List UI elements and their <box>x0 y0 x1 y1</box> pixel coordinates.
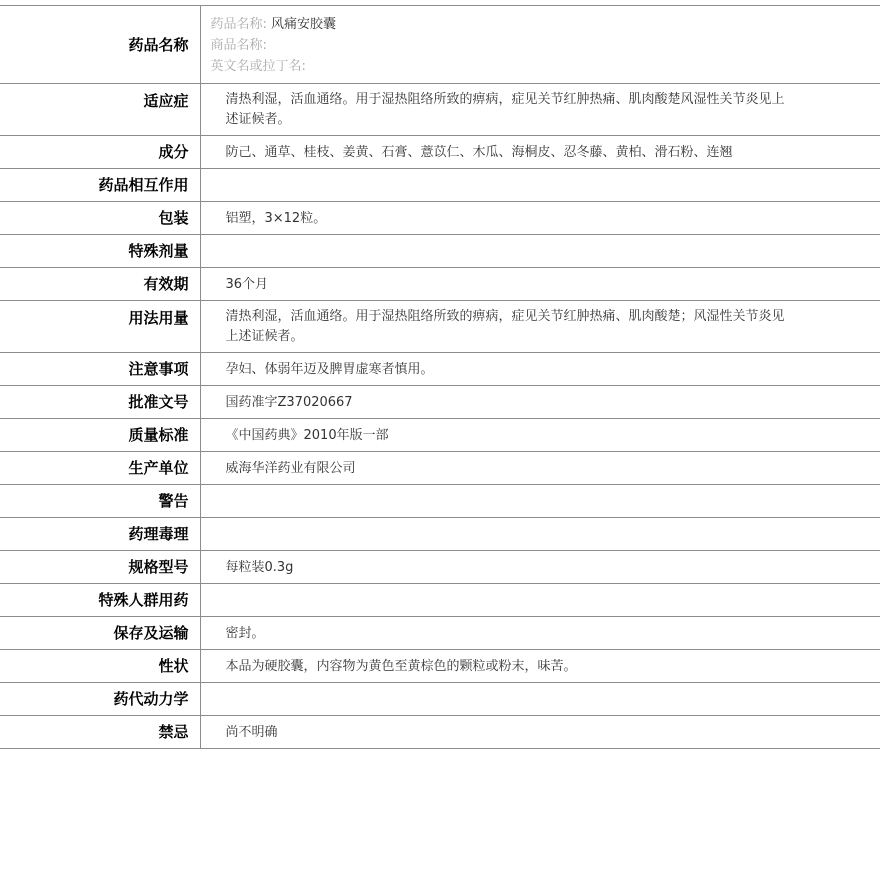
row-value: 孕妇、体弱年迈及脾胃虚寒者慎用。 <box>200 353 880 386</box>
row-drug-name <box>0 6 880 84</box>
row-usage-dosage <box>0 301 880 353</box>
row-value <box>200 584 880 617</box>
row-manufacturer <box>0 452 880 485</box>
row-label: 用法用量 <box>0 301 200 353</box>
row-label: 保存及运输 <box>0 617 200 650</box>
row-ingredients <box>0 136 880 169</box>
row-label: 药代动力学 <box>0 683 200 716</box>
row-label: 特殊剂量 <box>0 235 200 268</box>
row-label: 批准文号 <box>0 386 200 419</box>
row-value: 《中国药典》2010年版一部 <box>200 419 880 452</box>
row-precautions <box>0 353 880 386</box>
row-label: 药品相互作用 <box>0 169 200 202</box>
row-label: 注意事项 <box>0 353 200 386</box>
row-label: 规格型号 <box>0 551 200 584</box>
row-label: 适应症 <box>0 84 200 136</box>
row-label: 特殊人群用药 <box>0 584 200 617</box>
trade-name-key: 商品名称: <box>210 38 267 53</box>
row-quality-standard <box>0 419 880 452</box>
row-value: 每粒装0.3g <box>200 551 880 584</box>
row-value: 清热利湿，活血通络。用于湿热阻络所致的痹病，症见关节红肿热痛、肌肉酸楚；风湿性关节炎见上述证候者。 <box>200 301 880 353</box>
english-name-key: 英文名或拉丁名: <box>210 59 306 74</box>
row-value: 防己、通草、桂枝、姜黄、石膏、薏苡仁、木瓜、海桐皮、忍冬藤、黄柏、滑石粉、连翘 <box>200 136 880 169</box>
row-pharmacokinetics <box>0 683 880 716</box>
row-pharmacology <box>0 518 880 551</box>
row-contraindications <box>0 716 880 749</box>
generic-name-line <box>211 14 880 35</box>
row-description <box>0 650 880 683</box>
drug-name-values <box>200 6 880 84</box>
row-value <box>200 485 880 518</box>
row-value <box>200 518 880 551</box>
row-label: 禁忌 <box>0 716 200 749</box>
row-special-populations <box>0 584 880 617</box>
row-value: 本品为硬胶囊，内容物为黄色至黄棕色的颗粒或粉末，味苦。 <box>200 650 880 683</box>
row-label: 包装 <box>0 202 200 235</box>
row-value <box>200 169 880 202</box>
row-label: 有效期 <box>0 268 200 301</box>
row-label: 药理毒理 <box>0 518 200 551</box>
english-name-line <box>211 56 880 77</box>
row-packaging <box>0 202 880 235</box>
row-value: 铝塑，3×12粒。 <box>200 202 880 235</box>
row-label: 成分 <box>0 136 200 169</box>
generic-name-key: 药品名称: <box>210 17 267 32</box>
generic-name-value: 风痛安胶囊 <box>271 17 337 32</box>
row-value: 36个月 <box>200 268 880 301</box>
row-special-dosage <box>0 235 880 268</box>
drug-info-table <box>0 5 880 749</box>
trade-name-line <box>211 35 880 56</box>
row-value <box>200 235 880 268</box>
row-value: 尚不明确 <box>200 716 880 749</box>
row-shelf-life <box>0 268 880 301</box>
row-storage-transport <box>0 617 880 650</box>
row-label: 警告 <box>0 485 200 518</box>
row-value: 密封。 <box>200 617 880 650</box>
row-warning <box>0 485 880 518</box>
row-label: 性状 <box>0 650 200 683</box>
row-label: 药品名称 <box>0 6 200 84</box>
row-interactions <box>0 169 880 202</box>
row-label: 质量标准 <box>0 419 200 452</box>
row-indications <box>0 84 880 136</box>
row-approval-number <box>0 386 880 419</box>
row-value <box>200 683 880 716</box>
row-specification <box>0 551 880 584</box>
row-value: 国药准字Z37020667 <box>200 386 880 419</box>
row-label: 生产单位 <box>0 452 200 485</box>
row-value: 清热利湿，活血通络。用于湿热阻络所致的痹病，症见关节红肿热痛、肌肉酸楚风湿性关节炎见上述证候者。 <box>200 84 880 136</box>
row-value: 威海华洋药业有限公司 <box>200 452 880 485</box>
